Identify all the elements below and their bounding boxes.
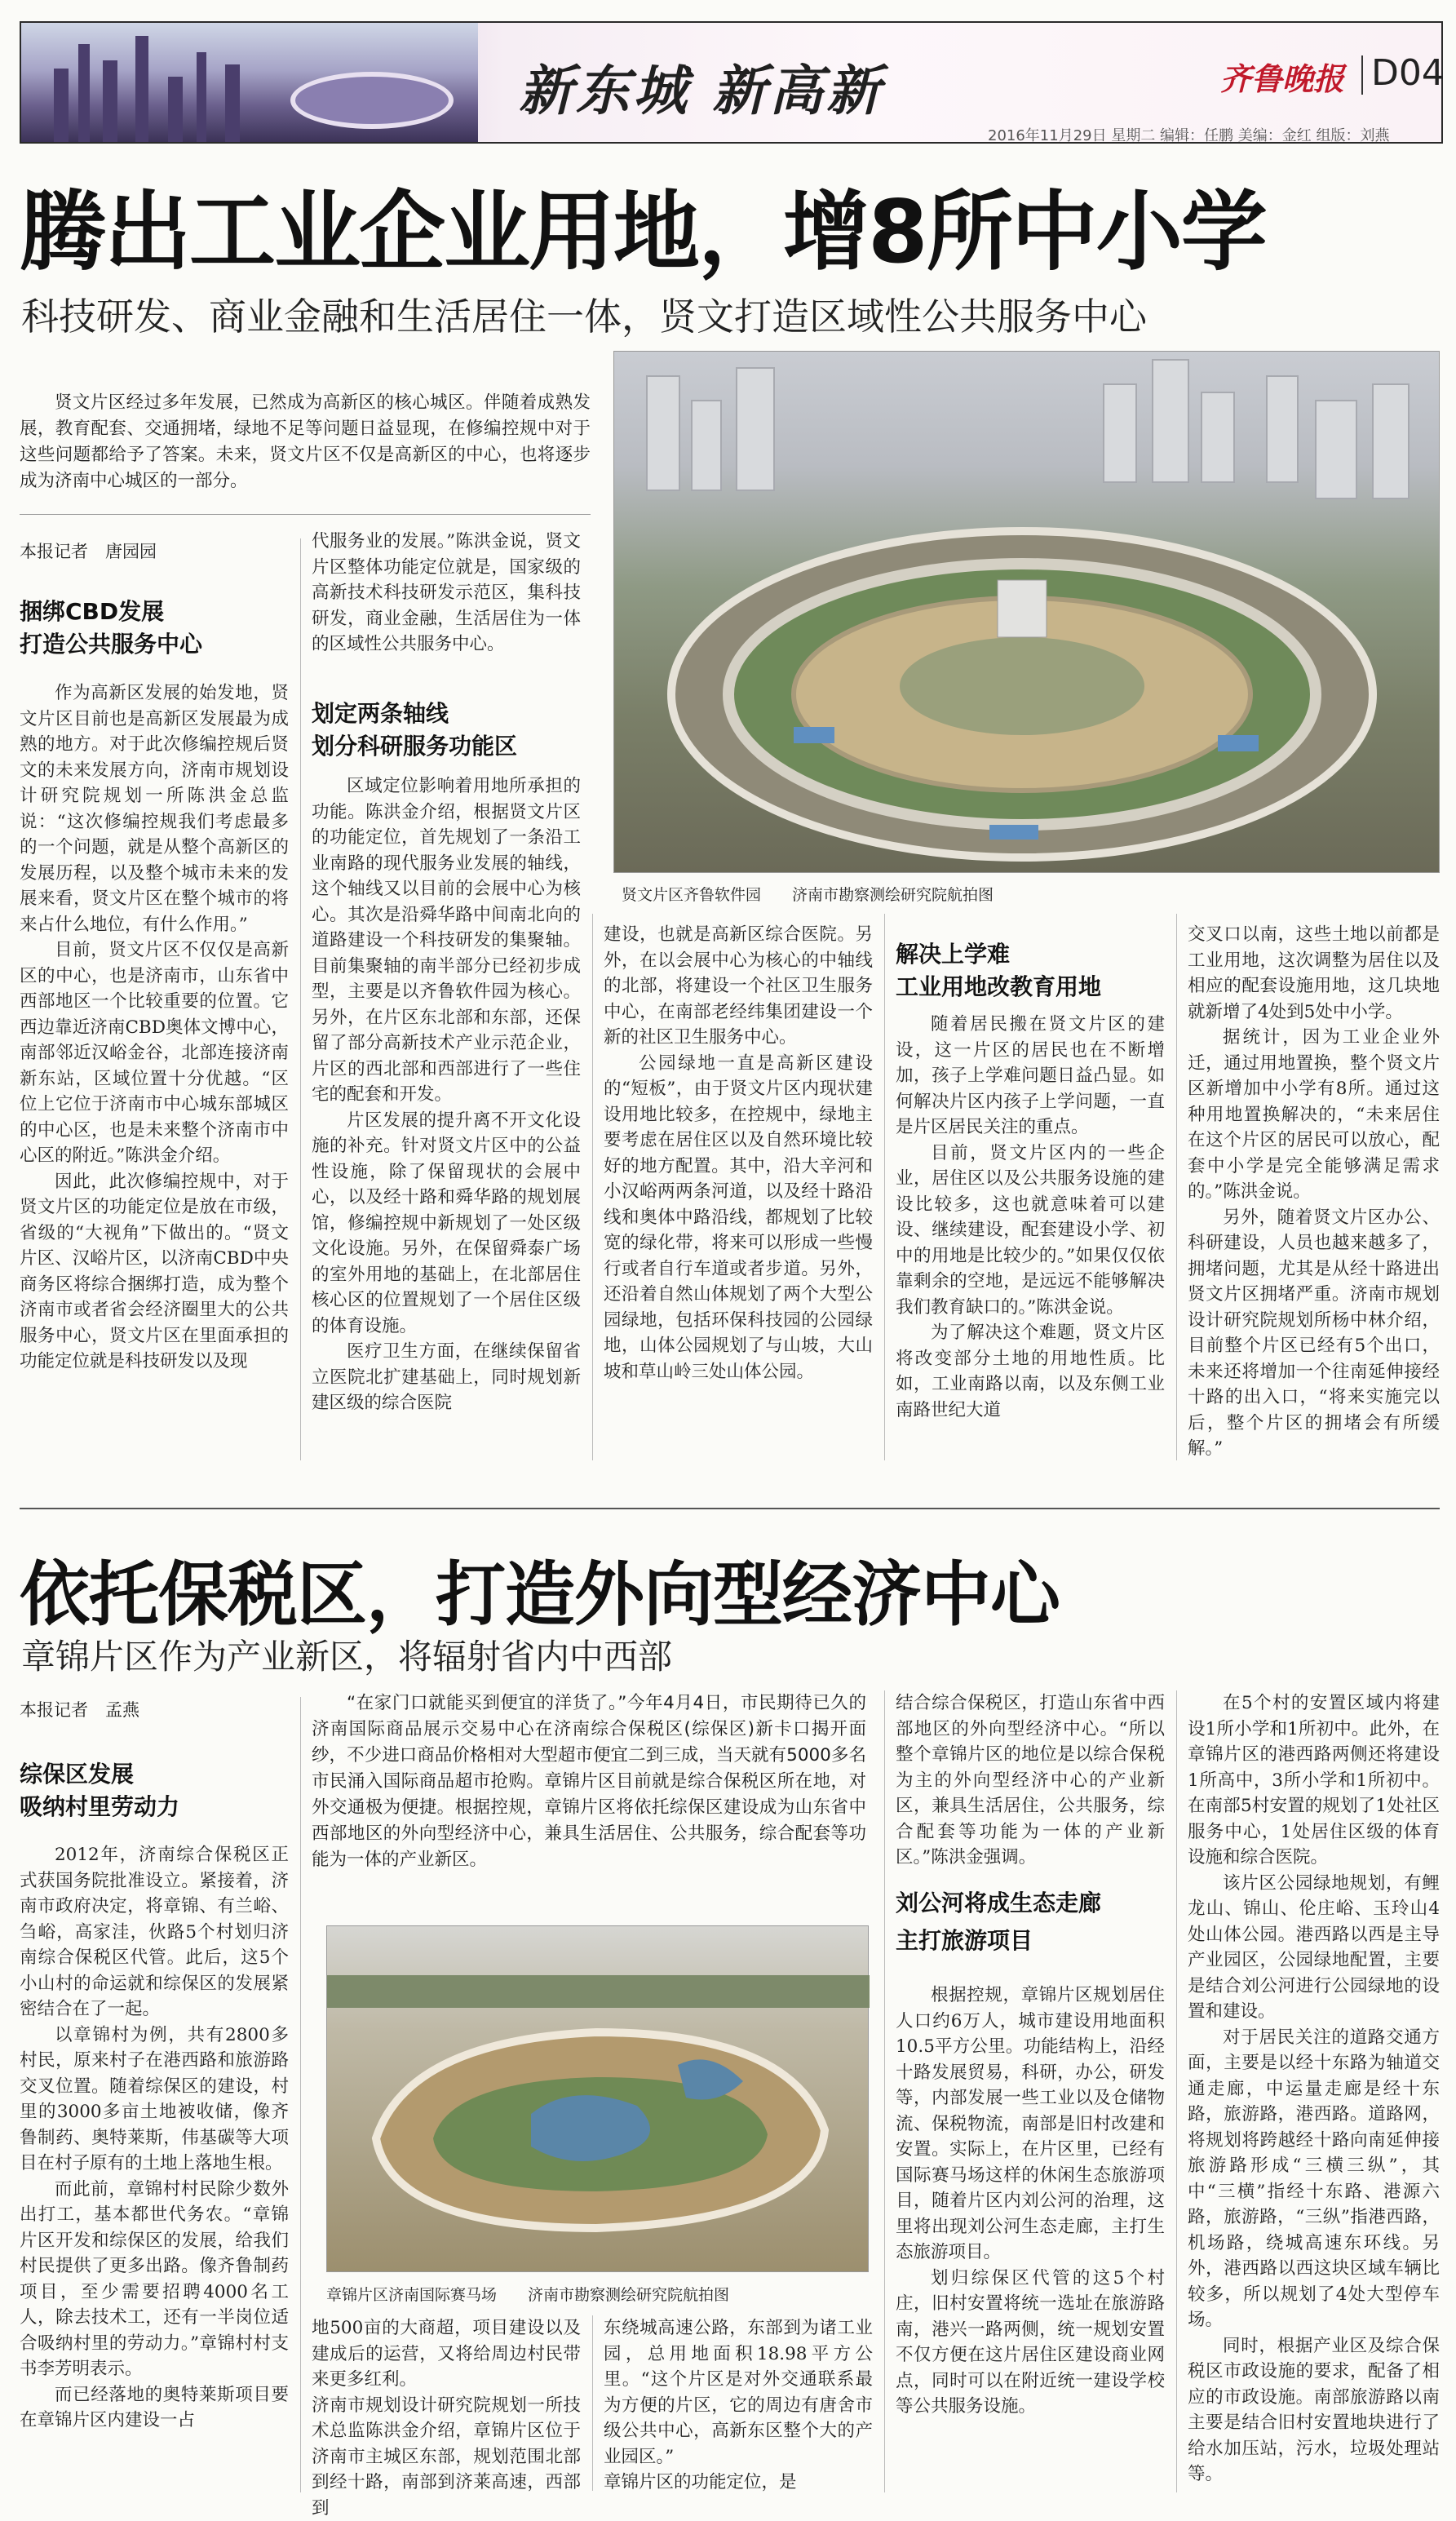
story2-column-4a: 结合综合保税区，打造山东省中西部地区的外向型经济中心。“所以整个章锦片区的地位是以综合保税为主的外向型经济中心的产业新区，兼具生活居住，公共服务，综合配套等功能为一体的产业新区。”陈洪金强调。 [896, 1693, 1165, 1867]
story2-column-1: 2012年，济南综合保税区正式获国务院批准设立。紧接着，济南市政府决定，将章锦、有兰峪、刍峪，高家洼，伙路5个村划归济南综合保税区代管。此后，这5个小山村的命运就和综保区的发展紧密结合在了一起。 以章锦村为例，共有2800多村民，原来村子在港西路和旅游路交叉位置。随着综保区的建设，村里的3000多亩土地被收储，像齐鲁制药、奥特莱斯，伟基碳等大项目在村子原有的土地上落地生根。 而此前，章锦村村民除少数外出打工，基本都世代务农。“章锦片区开发和综保区的发展，给我们村民提供了更多出路。像齐鲁制药项目，至少需要招聘4000名工人，除去技术工，还有一半岗位适合吸纳村里的劳动力。”章锦村村支书李芳明表示。 而已经落地的奥特莱斯项目要在章锦片区内建设一占 [20, 1845, 289, 2430]
story2-aerial-photo [326, 1925, 869, 2272]
story2-subhead-1: 综保区发展 吸纳村里劳动力 [20, 1761, 180, 1820]
story1-column-3: 建设，也就是高新区综合医院。另外，在以会展中心为核心的中轴线的北部，将建设一个社区卫生服务中心，在南部老经纬集团建设一个新的社区卫生服务中心。 公园绿地一直是高新区建设的“短板”，由于贤文片区内现状建设用地比较多，在控规中，绿地主要考虑在居住区以及自然环境比较好的地方配置。其中，沿大辛河和小汉峪两两条河道，以及经十路沿线和奥体中路沿线，都规划了比较宽的绿化带，将来可以形成一些慢行或者自行车道或者步道。另外，还沿着自然山体规划了两个大型公园绿地，包括环保科技园的公园绿地，山体公园规划了与山坡，大山坡和草山岭三处山体公园。 [604, 924, 873, 1382]
story2-subhead: 章锦片区作为产业新区，将辐射省内中西部 [21, 1637, 673, 1677]
story2-column-2: 地500亩的大商超，项目建设以及建成后的运营，又将给周边村民带来更多红利。 济南市规划设计研究院规划一所技术总监陈洪金介绍，章锦片区位于济南市主城区东部，规划范围北部到经十路，南部到济莱高速，西部到 [312, 2318, 581, 2519]
story2-photo-caption: 章锦片区济南国际赛马场 济南市勘察测绘研究院航拍图 [326, 2286, 730, 2304]
masthead [20, 21, 1443, 144]
story1-photo-caption: 贤文片区齐鲁软件园 济南市勘察测绘研究院航拍图 [622, 886, 994, 904]
story2-lead: “在家门口就能买到便宜的洋货了。”今年4月4日，市民期待已久的济南国际商品展示交易中心在济南综合保税区(综保区)新卡口揭开面纱，不少进口商品价格相对大型超市便宜二到三成，当天就有5000多名市民涌入国际商品超市抢购。章锦片区目前就是综合保税区所在地，对外交通极为便捷。根据控规，章锦片区将依托综保区建设成为山东省中西部地区的外向型经济中心，兼具生活居住、公共服务，综合配套等功能为一体的产业新区。 [312, 1693, 866, 1870]
story1-column-2: 区域定位影响着用地所承担的功能。陈洪金介绍，根据贤文片区的功能定位，首先规划了一条沿工业南路的现代服务业发展的轴线，这个轴线又以目前的会展中心为核心。其次是沿舜华路中间南北向的道路建设一个科技研发的集聚轴。目前集聚轴的南半部分已经初步成型，主要是以齐鲁软件园为核心。另外，在片区东北部和东部，还保留了部分高新技术产业示范企业，片区的西北部和西部进行了一些住宅的配套和开发。 片区发展的提升离不开文化设施的补充。针对贤文片区中的公益性设施，除了保留现状的会展中心，以及经十路和舜华路的规划展馆，修编控规中新规划了一处区级文化设施。另外，在保留舜泰广场的室外用地的基础上，在北部居住核心区的位置规划了一个居住区级的体育设施。 医疗卫生方面，在继续保留省立医院北扩建基础上，同时规划新建区级的综合医院 [312, 776, 581, 1413]
story1-subhead-2: 划定两条轴线 划分科研服务功能区 [312, 700, 518, 760]
story1-subhead: 科技研发、商业金融和生活居住一体，贤文打造区域性公共服务中心 [21, 295, 1147, 339]
story2-headline: 依托保税区，打造外向型经济中心 [20, 1554, 1060, 1636]
masthead-city-photo [21, 23, 478, 142]
story1-byline: 本报记者 唐园园 [20, 542, 157, 561]
story1-subhead-1: 捆绑CBD发展 打造公共服务中心 [20, 598, 203, 658]
story1-aerial-photo [613, 351, 1440, 873]
story2-subhead-2: 刘公河将成生态走廊 主打旅游项目 [896, 1890, 1102, 1954]
issue-info: 2016年11月29日 星期二 编辑：任鹏 美编：金红 组版：刘燕 [988, 127, 1390, 144]
story1-column-4: 随着居民搬在贤文片区的建设，这一片区的居民也在不断增加，孩子上学难问题日益凸显。如何解决片区内孩子上学问题，一直是片区居民关注的重点。 目前，贤文片区内的一些企业，居住区以及公共服务设施的建设比较多，这也就意味着可以建设、继续建设，配套建设小学、初中的用地是比较少的。”如果仅仅依靠剩余的空地，是远远不能够解决我们教育缺口的。”陈洪金说。 为了解决这个难题，贤文片区将改变部分土地的用地性质。比如，工业南路以南，以及东侧工业南路世纪大道 [896, 1014, 1165, 1420]
story1-column-5: 交叉口以南，这些土地以前都是工业用地，这次调整为居住以及相应的配套设施用地，这几块地就新增了4处到5处中小学。 据统计，因为工业企业外迁，通过用地置换，整个贤文片区新增加中小学有8所。通过这种用地置换解决的，“未来居住在这个片区的居民可以放心，配套中小学是完全能够满足需求的。”陈洪金说。 另外，随着贤文片区办公、科研建设，人员也越来越多了，拥堵问题，尤其是从经十路进出贤文片区拥堵严重。济南市规划设计研究院规划所杨中林介绍，目前整个片区已经有5个出口，未来还将增加一个往南延伸接经十路的出入口，“将来实施完以后，整个片区的拥堵会有所缓解。” [1188, 924, 1440, 1459]
story1-column-1: 作为高新区发展的始发地，贤文片区目前也是高新区发展最为成熟的地方。对于此次修编控规后贤文的未来发展方向，济南市规划设计研究院规划一所陈洪金总监说：“这次修编控规我们考虑最多的一个问题，就是从整个高新区的发展历程，以及整个城市未来的发展来看，贤文片区在整个城市的将来占什么地位，有什么作用。” 目前，贤文片区不仅仅是高新区的中心，也是济南市，山东省中西部地区一个比较重要的位置。它西边靠近济南CBD奥体文博中心，南部邻近汉峪金谷，北部连接济南新东站，区域位置十分优越。“区位上它位于济南市中心城东部城区的中心区，也是未来整个济南市中心区的附近。”陈洪金介绍。 因此，此次修编控规中，对于贤文片区的功能定位是放在市级，省级的“大视角”下做出的。“贤文片区、汉峪片区，以济南CBD中央商务区将综合捆绑打造，成为整个济南市或者省会经济圈里大的公共服务中心，贤文片区在里面承担的功能定位就是科技研发以及现 [20, 683, 289, 1371]
story2-column-4: 根据控规，章锦片区规划居住人口约6万人，城市建设用地面积10.5平方公里。功能结构上，沿经十路发展贸易，科研，办公，研发等，内部发展一些工业以及仓储物流、保税物流，南部是旧村改建和安置。实际上，在片区里，已经有国际赛马场这样的休闲生态旅游项目，随着片区内刘公河的治理，这里将出现刘公河生态走廊，主打生态旅游项目。 划归综保区代管的这5个村庄，旧村安置将统一选址在旅游路南，港兴一路两侧，统一规划安置不仅方便在这片居住区建设商业网点，同时可以在附近统一建设学校等公共服务设施。 [896, 1985, 1165, 2417]
story1-lead: 贤文片区经过多年发展，已然成为高新区的核心城区。伴随着成熟发展，教育配套、交通拥堵，绿地不足等问题日益显现，在修编控规中对于这些问题都给予了答案。未来，贤文片区不仅是高新区的中心，也将逐步成为济南中心城区的一部分。 [20, 392, 591, 491]
masthead-slogan: 新东城 新高新 [519, 59, 883, 122]
page-number: D04 [1371, 52, 1445, 94]
story2-column-5: 在5个村的安置区域内将建设1所小学和1所初中。此外，在章锦片区的港西路两侧还将建设1所高中，3所小学和1所初中。在南部5村安置的规划了1处社区服务中心，1处居住区级的体育设施和综合医院。 该片区公园绿地规划，有鲤龙山、锦山、伦庄峪、玉玲山4处山体公园。港西路以西是主导产业园区，公园绿地配置，主要是结合刘公河进行公园绿地的设置和建设。 对于居民关注的道路交通方面，主要是以经十东路为轴道交通走廊，中运量走廊是经十东路，旅游路，港西路。道路网，将规划将跨越经十路向南延伸接旅游路形成“三横三纵”，其中“三横”指经十东路、港源六路，旅游路，“三纵”指港西路，机场路，绕城高速东环线。另外，港西路以西这块区域车辆比较多，所以规划了4处大型停车场。 同时，根据产业区及综合保税区市政设施的要求，配备了相应的市政设施。南部旅游路以南主要是结合旧村安置地块进行了给水加压站，污水，垃圾处理站等。 [1188, 1693, 1440, 2484]
story1-headline: 腾出工业企业用地，增8所中小学 [20, 182, 1266, 282]
story2-column-3: 东绕城高速公路，东部到为诸工业园，总用地面积18.98平方公里。“这个片区是对外交通联系最为方便的片区，它的周边有唐舍市级公共中心，高新东区整个大的产业园区。” 章锦片区的功能定位，是 [604, 2318, 873, 2492]
story1-subhead-3: 解决上学难 工业用地改教育用地 [896, 941, 1102, 1000]
newspaper-logo: 齐鲁晚报 [1220, 60, 1345, 97]
story1-column-2a: 代服务业的发展。”陈洪金说，贤文片区整体功能定位就是，国家级的高新技术科技研发示范区，集科技研发，商业金融，生活居住为一体的区域性公共服务中心。 [312, 531, 581, 654]
story2-byline: 本报记者 孟燕 [20, 1700, 139, 1720]
